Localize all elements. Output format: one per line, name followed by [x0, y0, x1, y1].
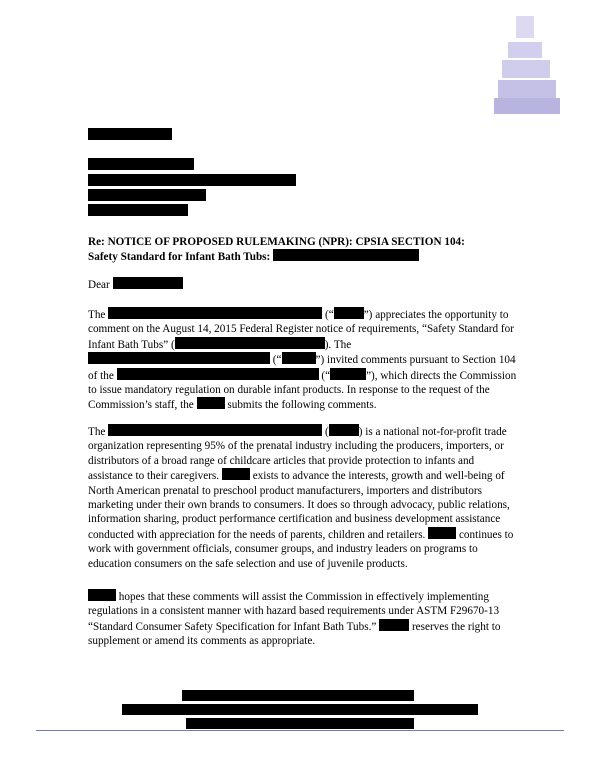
redacted-address-line — [88, 158, 194, 170]
redacted-text — [108, 424, 322, 436]
p2-text: ) is a national not-for-profit trade organization representing 95% of the prenatal industry including the producers, importers, or distributors of a broad range of childcare articles that provide protection to infants and assistance to their caregivers. — [88, 426, 507, 483]
redacted-text — [108, 307, 322, 319]
redacted-date — [88, 128, 172, 140]
redacted-text — [88, 589, 116, 601]
p1-text: The — [88, 309, 106, 321]
redacted-text — [88, 352, 270, 364]
p1-text: ”), which directs the Commission to issue mandatory regulation on durable infant products. In response to the request of the Commission’s staff, the — [88, 369, 517, 412]
subject-block — [88, 235, 520, 265]
redacted-text — [222, 468, 250, 480]
p2-text: The — [88, 426, 106, 438]
redacted-text — [379, 619, 409, 631]
p1-text: ”) invited comments pursuant to Section 104 of the — [88, 354, 516, 382]
salutation — [88, 277, 520, 292]
redacted-footer-line — [182, 690, 414, 701]
p1-text: (“ — [325, 309, 334, 321]
redacted-text — [329, 424, 359, 436]
redacted-text — [197, 397, 225, 409]
redacted-address-line — [88, 204, 188, 216]
footer-rule — [36, 730, 564, 731]
redacted-text — [273, 249, 419, 261]
paragraph-2 — [88, 424, 520, 571]
redacted-address-line — [88, 174, 296, 186]
p1-text: (“ — [272, 354, 282, 367]
p2-text: ( — [325, 426, 329, 438]
subject-line-1: Re: NOTICE OF PROPOSED RULEMAKING (NPR): CPSIA SECTION 104: — [88, 236, 465, 248]
p2-text: continues to work with government officials, consumer groups, and industry leaders on programs to education consumers on the safe selection and use of juvenile products. — [88, 528, 514, 570]
p1-text: submits the following comments. — [227, 399, 377, 412]
subject-line-2-text: Safety Standard for Infant Bath Tubs: — [88, 251, 271, 264]
p3-text: reserves the right to supplement or amend its comments as appropriate. — [88, 620, 501, 648]
subject-line-2 — [88, 249, 520, 264]
p2-text: exists to advance the interests, growth and well-being of North American prenatal to preschool product manufacturers, importers and distributors marketing under their own brands to consumers. It does so through advocacy, public relations, information sharing, product performance certification and business development assistance conducted with appreciation for the needs of parents, children and retailers. — [88, 470, 510, 541]
redacted-text — [428, 527, 456, 539]
redacted-text — [282, 352, 316, 364]
redacted-text — [330, 368, 366, 380]
redacted-footer-line — [186, 718, 414, 729]
p1-text: ”) appreciates the opportunity to comment on the August 14, 2015 Federal Register notice of requirements, “Safety Standard for Infant Bath Tubs” ( — [88, 309, 514, 351]
organization-logo — [488, 8, 572, 118]
paragraph-3 — [88, 589, 520, 649]
redacted-text — [175, 337, 325, 349]
redacted-recipient — [113, 277, 183, 289]
redacted-text — [117, 368, 319, 380]
paragraph-1 — [88, 307, 520, 413]
salutation-text: Dear — [88, 279, 110, 291]
redacted-footer-line — [122, 704, 478, 715]
redacted-address-line — [88, 189, 206, 201]
p1-text: (“ — [321, 369, 331, 382]
p1-text: ). The — [324, 338, 352, 351]
redacted-text — [334, 307, 364, 319]
p3-text: hopes that these comments will assist the Commission in effectively implementing regulations in a consistent manner with hazard based requirements under ASTM F29670-13 “Standard Consumer Safety Specification for Infant Bath Tubs.” — [88, 591, 500, 633]
